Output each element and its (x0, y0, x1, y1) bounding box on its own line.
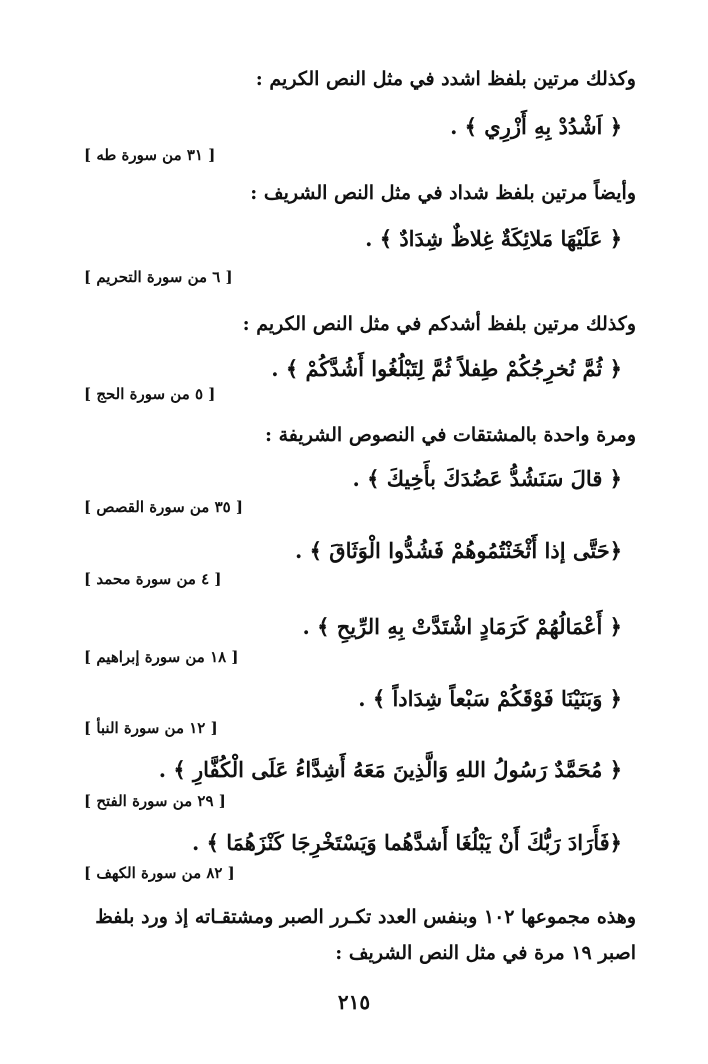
verse-reference: [ ١٨ من سورة إبراهيم ] (84, 648, 239, 666)
verse-line: ﴿ وَبَنَيْنَا فَوْقَكُمْ سَبْعاً شِدَاداً ﴾ . (358, 686, 622, 711)
verse-reference: [ ٨٢ من سورة الكهف ] (84, 864, 235, 882)
verse-line: ﴿فَأَرَادَ رَبُّكَ أَنْ يَبْلُغَا أَشدَّهُما وَيَسْتَخْرِجَا كَنْزَهُمَا ﴾ . (192, 830, 622, 855)
closing-paragraph-line: اصبر ١٩ مرة في مثل النص الشريف : (335, 942, 636, 964)
verse-reference: [ ٤ من سورة محمد ] (84, 570, 222, 588)
verse-line: ﴿ عَلَيْهَا مَلائِكَةٌ غِلاظٌ شِدَادٌ ﴾ . (365, 226, 622, 251)
verse-line: ﴿ أَعْمَالُهُمْ كَرَمَادٍ اشْتَدَّتْ بِهِ الرِّيحِ ﴾ . (302, 614, 622, 639)
verse-reference: [ ١٢ من سورة النبأ ] (84, 719, 218, 737)
intro-line: وكذلك مرتين بلفظ أشدكم في مثل النص الكريم : (242, 313, 636, 335)
page-number: ٢١٥ (337, 990, 371, 1014)
verse-reference: [ ٥ من سورة الحج ] (84, 385, 216, 403)
verse-reference: [ ٣١ من سورة طه ] (84, 146, 216, 164)
verse-reference: [ ٣٥ من سورة القصص ] (84, 498, 244, 516)
intro-line: وأيضاً مرتين بلفظ شداد في مثل النص الشريف : (250, 182, 636, 204)
verse-line: ﴿حَتَّى إذا أَثْخَنْتُمُوهُمْ فَشُدُّوا الْوَثَاقَ ﴾ . (295, 538, 622, 563)
closing-paragraph-line: وهذه مجموعها ١٠٢ وبنفس العدد تكـرر الصبر ومشتقـاته إذ ورد بلفظ (95, 906, 636, 928)
verse-line: ﴿ قالَ سَنَشُدُّ عَضُدَكَ بأَخِيكَ ﴾ . (352, 466, 622, 491)
verse-line: ﴿ مُحَمَّدٌ رَسُولُ اللهِ وَالَّذِينَ مَعَهُ أَشِدَّاءُ عَلَى الْكُفَّارِ ﴾ . (158, 757, 622, 782)
verse-reference: [ ٦ من سورة التحريم ] (84, 268, 233, 286)
verse-line: ﴿ اَشْدُدْ بِهِ أَزْرِي ﴾ . (450, 114, 622, 139)
intro-line: وكذلك مرتين بلفظ اشدد في مثل النص الكريم : (255, 68, 636, 90)
intro-line: ومرة واحدة بالمشتقات في النصوص الشريفة : (264, 424, 636, 446)
verse-reference: [ ٢٩ من سورة الفتح ] (84, 792, 226, 810)
verse-line: ﴿ ثُمَّ نُخرِجُكُمْ طِفلاً ثُمَّ لِتَبْلُغُوا أَشُدَّكُمْ ﴾ . (271, 356, 622, 381)
